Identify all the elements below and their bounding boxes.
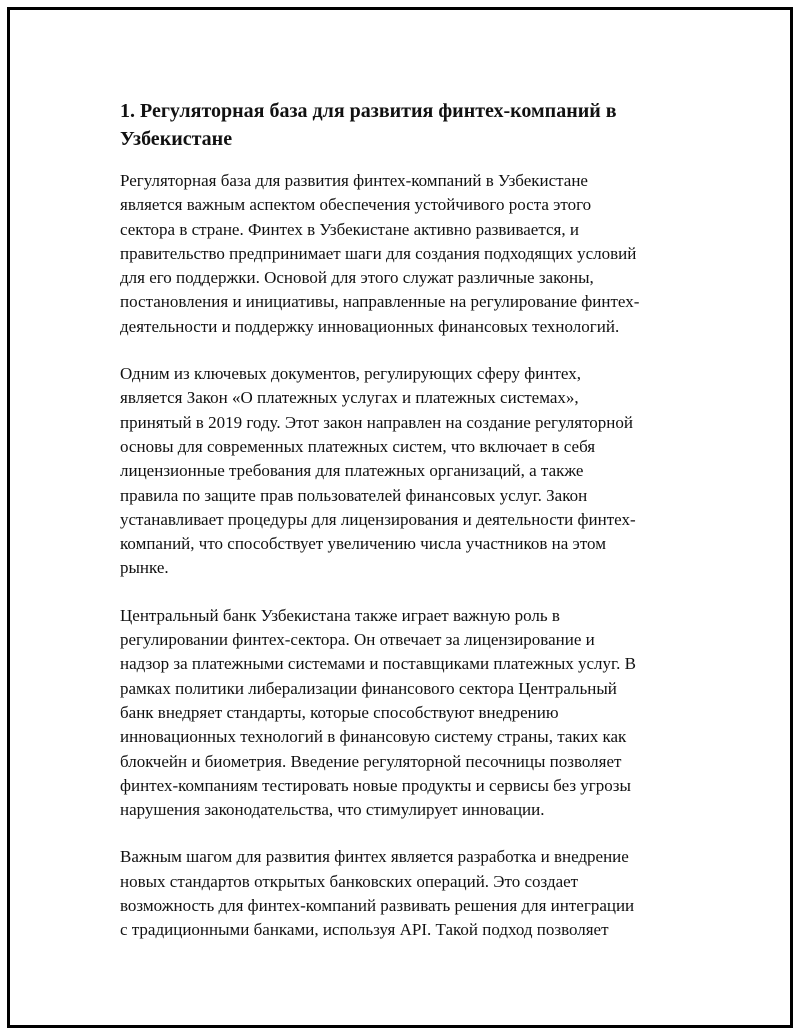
paragraph-2 [120,362,686,581]
text-line: для его поддержки. Основой для этого служат различные законы, [120,268,594,288]
text-line: правила по защите прав пользователей финансовых услуг. Закон [120,485,588,505]
text-line: новых стандартов открытых банковских операций. Это создает [120,871,579,891]
section-heading [120,97,686,153]
heading-line: Узбекистане [120,128,233,150]
text-line: Регуляторная база для развития финтех-компаний в Узбекистане [120,171,588,190]
heading-line: 1. Регуляторная база для развития финтех-компаний в [120,100,617,122]
document-page [7,7,793,1028]
text-line: инновационных технологий в финансовую систему страны, таких как [120,727,627,747]
text-line: принятый в 2019 году. Этот закон направлен на создание регуляторной [120,412,633,432]
text-line: рынке. [120,558,169,578]
text-line: основы для современных платежных систем, что включает в себя [120,436,596,456]
text-line: устанавливает процедуры для лицензирования и деятельности финтех- [120,509,636,529]
text-line: финтех-компаниям тестировать новые продукты и сервисы без угрозы [120,775,631,795]
text-line: нарушения законодательства, что стимулирует инновации. [120,800,545,820]
document-content [120,97,686,966]
text-line: блокчейн и биометрия. Введение регуляторной песочницы позволяет [120,751,622,771]
text-line: компаний, что способствует увеличению числа участников на этом [120,534,606,554]
text-line: деятельности и поддержку инновационных финансовых технологий. [120,316,620,336]
text-line: Важным шагом для развития финтех является разработка и внедрение [120,847,629,867]
text-line: сектора в стране. Финтех в Узбекистане активно развивается, и [120,219,579,239]
text-line: Центральный банк Узбекистана также играет важную роль в [120,605,560,625]
paragraph-1 [120,169,686,339]
text-line: надзор за платежными системами и поставщиками платежных услуг. В [120,654,636,674]
text-line: правительство предпринимает шаги для создания подходящих условий [120,243,637,263]
text-line: Одним из ключевых документов, регулирующих сферу финтех, [120,364,581,384]
text-line: регулировании финтех-сектора. Он отвечает за лицензирование и [120,630,595,650]
paragraph-4 [120,845,686,942]
paragraph-3 [120,604,686,823]
text-line: банк внедряет стандарты, которые способствуют внедрению [120,702,559,722]
text-line: лицензионные требования для платежных организаций, а также [120,461,584,481]
text-line: возможность для финтех-компаний развивать решения для интеграции [120,896,635,916]
text-line: с традиционными банками, используя API. Такой подход позволяет [120,920,609,940]
text-line: является важным аспектом обеспечения устойчивого роста этого [120,195,592,215]
text-line: постановления и инициативы, направленные на регулирование финтех- [120,292,640,312]
text-line: рамках политики либерализации финансового сектора Центральный [120,678,617,698]
text-line: является Закон «О платежных услугах и платежных системах», [120,388,579,408]
